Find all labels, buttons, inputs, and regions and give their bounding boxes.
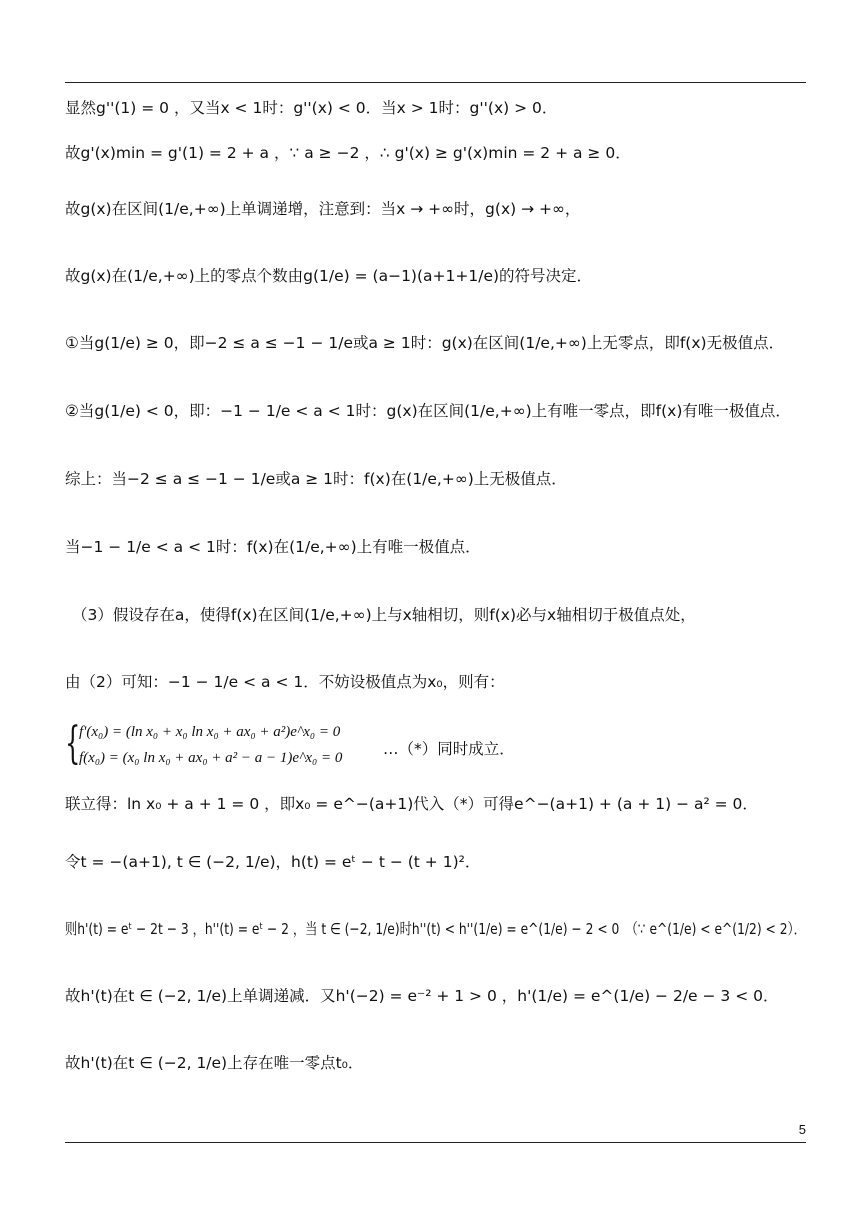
text-line-8: 当−1 − 1/e < a < 1时：f(x)在(1/e,+∞)上有唯一极值点． bbox=[65, 538, 481, 556]
text-line-5: ①当g(1/e) ≥ 0，即−2 ≤ a ≤ −1 − 1/e或a ≥ 1时：g(x)在区间(1/e,+∞)上无零点，即f(x)无极值点． bbox=[65, 334, 785, 352]
text-line-12: 令t = −(a+1), t ∈ (−2, 1/e)，h(t) = eᵗ − t − (t + 1)²． bbox=[65, 853, 481, 871]
page-number: 5 bbox=[798, 1122, 806, 1137]
system-row-1: f'(x₀) = (ln x₀ + x₀ ln x₀ + ax₀ + a²)e^x₀ = 0 bbox=[79, 724, 341, 740]
system-tail: …（*）同时成立． bbox=[383, 740, 515, 758]
text-line-6: ②当g(1/e) < 0，即：−1 − 1/e < a < 1时：g(x)在区间(1/e,+∞)上有唯一零点，即f(x)有唯一极值点． bbox=[65, 402, 791, 420]
text-line-10: 由（2）可知：−1 − 1/e < a < 1．不妨设极值点为x₀，则有： bbox=[65, 673, 505, 691]
text-line-9: （3）假设存在a，使得f(x)在区间(1/e,+∞)上与x轴相切，则f(x)必与x轴相切于极值点处， bbox=[72, 606, 696, 624]
system-row-2: f(x₀) = (x₀ ln x₀ + ax₀ + a² − a − 1)e^x₀ = 0 bbox=[79, 750, 343, 766]
equation-system bbox=[65, 718, 806, 774]
text-line-11: 联立得：ln x₀ + a + 1 = 0 ，即x₀ = e^−(a+1)代入（*）可得e^−(a+1) + (a + 1) − a² = 0． bbox=[65, 795, 758, 813]
footer-rule bbox=[65, 1142, 806, 1143]
text-line-13: 则h'(t) = eᵗ − 2t − 3 ，h''(t) = eᵗ − 2 ，当 t ∈ (−2, 1/e)时h''(t) < h''(1/e) = e^(1/e) − 2 < 0 （∵ e^(1/e) < e^(1/2) < 2）． bbox=[65, 920, 806, 938]
text-line-7: 综上：当−2 ≤ a ≤ −1 − 1/e或a ≥ 1时：f(x)在(1/e,+∞)上无极值点． bbox=[65, 470, 567, 488]
text-line-4: 故g(x)在(1/e,+∞)上的零点个数由g(1/e) = (a−1)(a+1+1/e)的符号决定． bbox=[65, 267, 593, 285]
header-rule bbox=[65, 82, 806, 83]
text-line-1: 显然g''(1) = 0 ，又当x < 1时：g''(x) < 0．当x > 1时：g''(x) > 0． bbox=[65, 99, 558, 117]
text-line-15: 故h'(t)在t ∈ (−2, 1/e)上存在唯一零点t₀． bbox=[65, 1054, 364, 1072]
text-line-3: 故g(x)在区间(1/e,+∞)上单调递增，注意到：当x → +∞时，g(x) → +∞， bbox=[65, 200, 581, 218]
text-line-2: 故g'(x)min = g'(1) = 2 + a ，∵ a ≥ −2 ，∴ g'(x) ≥ g'(x)min = 2 + a ≥ 0． bbox=[65, 144, 631, 162]
left-brace: { bbox=[65, 718, 81, 769]
text-line-14: 故h'(t)在t ∈ (−2, 1/e)上单调递减．又h'(−2) = e⁻² + 1 > 0 ，h'(1/e) = e^(1/e) − 2/e − 3 < 0． bbox=[65, 987, 779, 1005]
